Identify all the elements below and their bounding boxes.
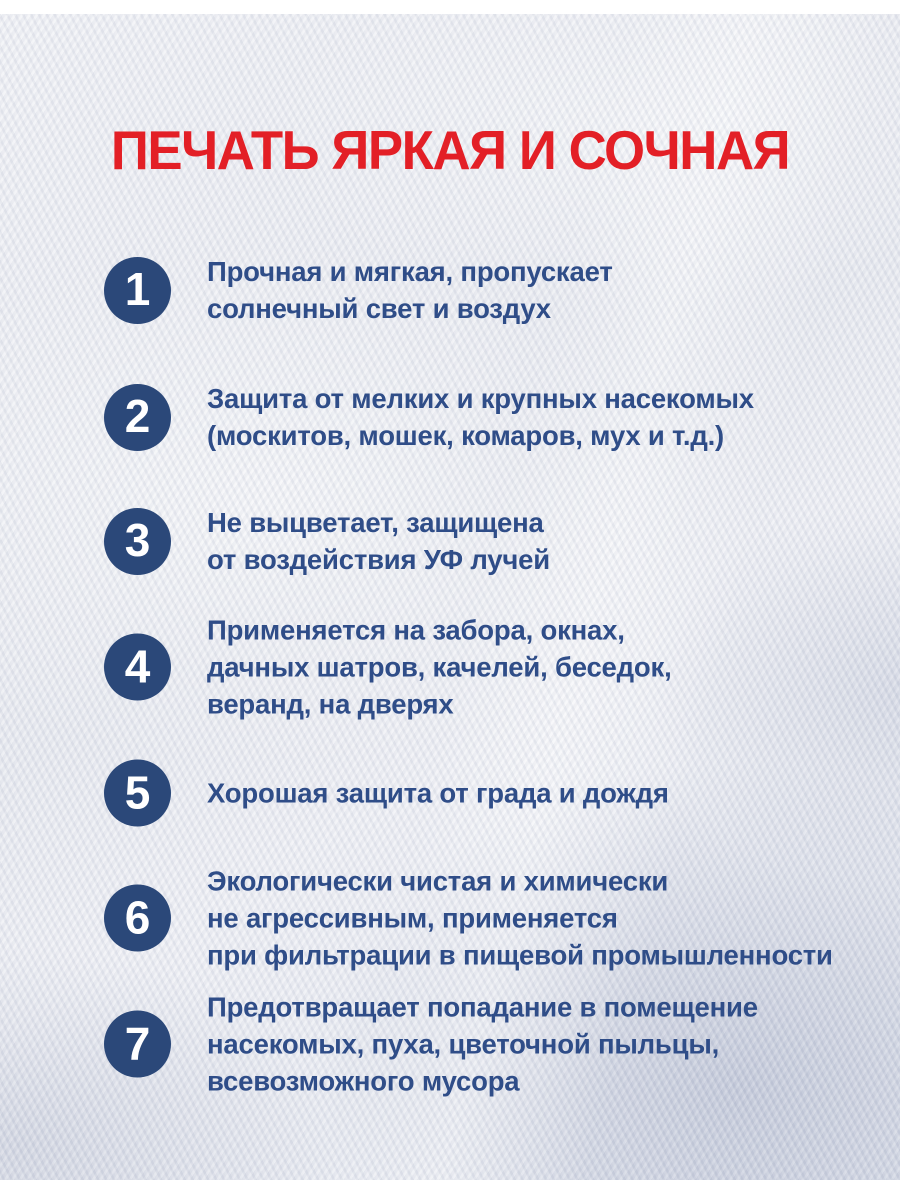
feature-line: Экологически чистая и химически [207, 865, 669, 897]
feature-line: Защита от мелких и крупных насекомых [207, 383, 754, 414]
feature-text [207, 775, 669, 812]
feature-number: 6 [124, 891, 151, 943]
feature-item [104, 989, 758, 1100]
feature-number: 3 [124, 514, 151, 566]
feature-number-badge [104, 508, 171, 575]
feature-number: 1 [124, 263, 151, 315]
feature-line: Предотвращает попадание в помещение [207, 991, 758, 1023]
feature-text [207, 253, 613, 327]
feature-item [104, 504, 550, 578]
feature-item [104, 863, 833, 974]
feature-item [104, 612, 672, 723]
feature-line: Прочная и мягкая, пропускает [207, 256, 613, 287]
feature-item [104, 760, 669, 827]
feature-number-badge [104, 760, 171, 827]
feature-line: веранд, на дверях [207, 688, 454, 720]
feature-text [207, 380, 754, 454]
feature-line: (москитов, мошек, комаров, мух и т.д.) [207, 420, 724, 451]
feature-line: Хорошая защита от града и дождя [207, 777, 669, 809]
feature-line: всевозможного мусора [207, 1065, 520, 1097]
feature-line: дачных шатров, качелей, беседок, [207, 651, 672, 683]
feature-item [104, 253, 613, 327]
feature-number: 5 [124, 766, 151, 818]
feature-number: 4 [124, 640, 151, 692]
feature-line: насекомых, пуха, цветочной пыльцы, [207, 1028, 720, 1060]
feature-number-badge [104, 634, 171, 701]
feature-text [207, 504, 550, 578]
feature-line: от воздействия УФ лучей [207, 544, 550, 575]
feature-text [207, 989, 758, 1100]
feature-text [207, 863, 833, 974]
feature-line: не агрессивным, применяется [207, 902, 618, 934]
feature-item [104, 380, 754, 454]
feature-number: 2 [124, 390, 151, 442]
feature-number-badge [104, 384, 171, 451]
feature-number-badge [104, 257, 171, 324]
feature-number-badge [104, 1011, 171, 1078]
feature-line: при фильтрации в пищевой промышленности [207, 939, 833, 971]
feature-line: солнечный свет и воздух [207, 293, 551, 324]
feature-text [207, 612, 672, 723]
feature-number: 7 [124, 1017, 151, 1069]
feature-line: Применяется на забора, окнах, [207, 614, 625, 646]
feature-line: Не выцветает, защищена [207, 507, 544, 538]
page-title: ПЕЧАТЬ ЯРКАЯ И СОЧНАЯ [110, 119, 790, 181]
feature-number-badge [104, 885, 171, 952]
